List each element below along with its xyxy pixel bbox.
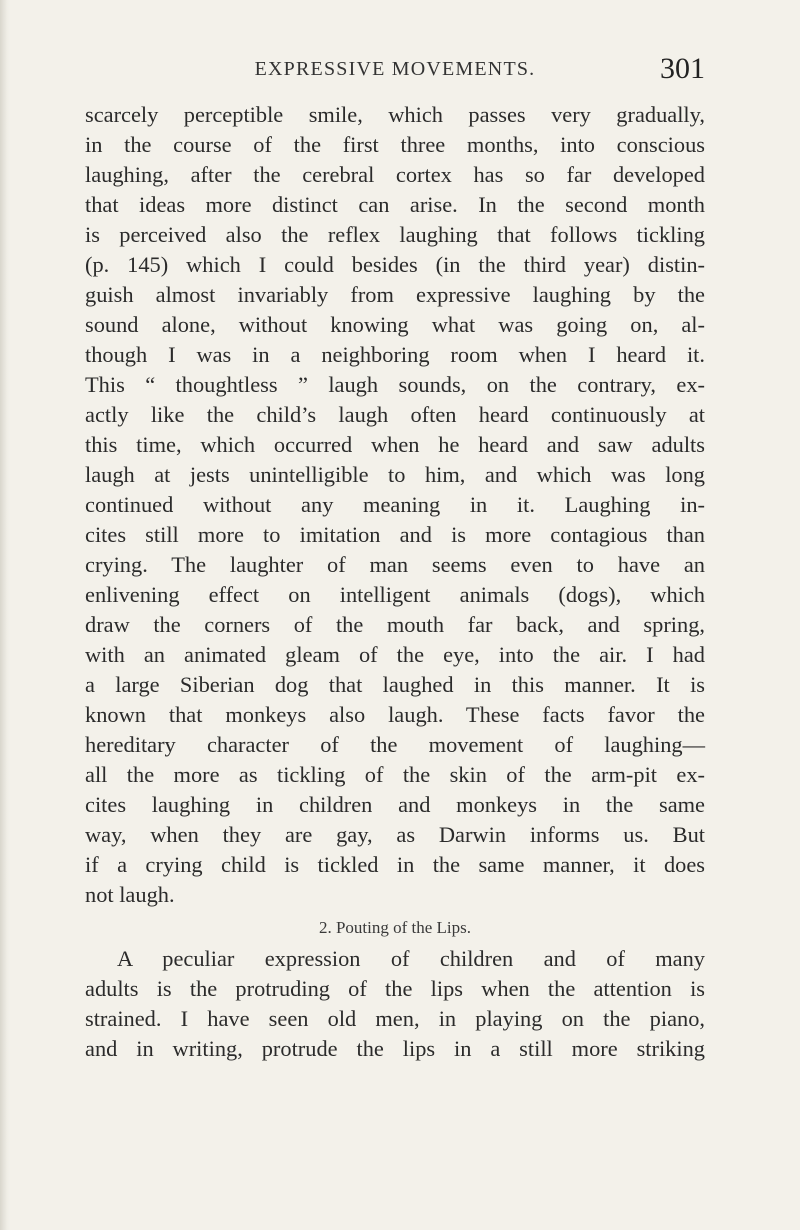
text-line: and in writing, protrude the lips in a still more striking: [85, 1036, 705, 1061]
text-line: with an animated gleam of the eye, into the air. I had: [85, 642, 705, 667]
text-line: that ideas more distinct can arise. In the second month: [85, 192, 705, 217]
text-line: all the more as tickling of the skin of the arm-pit ex-: [85, 762, 705, 787]
text-line: in the course of the first three months, into conscious: [85, 132, 705, 157]
text-line: sound alone, without knowing what was going on, al-: [85, 312, 705, 337]
text-line: if a crying child is tickled in the same manner, it does: [85, 852, 705, 877]
text-line: scarcely perceptible smile, which passes very gradually,: [85, 102, 705, 127]
text-line: draw the corners of the mouth far back, and spring,: [85, 612, 705, 637]
text-line: not laugh.: [85, 882, 175, 907]
text-line: way, when they are gay, as Darwin informs us. But: [85, 822, 705, 847]
paragraph-1: [85, 100, 705, 910]
page-number: 301: [660, 52, 705, 85]
text-line: crying. The laughter of man seems even to have an: [85, 552, 705, 577]
running-title: EXPRESSIVE MOVEMENTS.: [254, 58, 536, 80]
section-heading: 2. Pouting of the Lips.: [318, 918, 472, 937]
paragraph-2: [85, 944, 705, 1064]
text-line: actly like the child’s laugh often heard continuously at: [85, 402, 705, 427]
text-line: hereditary character of the movement of laughing—: [85, 732, 705, 757]
text-line: strained. I have seen old men, in playing on the piano,: [85, 1006, 705, 1031]
text-line: enlivening effect on intelligent animals (dogs), which: [85, 582, 705, 607]
text-line: adults is the protruding of the lips when the attention is: [85, 976, 705, 1001]
text-line: A peculiar expression of children and of many: [117, 946, 705, 971]
text-line: a large Siberian dog that laughed in this manner. It is: [85, 672, 705, 697]
text-line: is perceived also the reflex laughing that follows tickling: [85, 222, 705, 247]
text-line: cites laughing in children and monkeys in the same: [85, 792, 705, 817]
text-line: laughing, after the cerebral cortex has so far developed: [85, 162, 705, 187]
body-text: [85, 100, 705, 1064]
text-line: though I was in a neighboring room when I heard it.: [85, 342, 705, 367]
text-line: this time, which occurred when he heard and saw adults: [85, 432, 705, 457]
text-line: continued without any meaning in it. Laughing in-: [85, 492, 705, 517]
text-line: laugh at jests unintelligible to him, and which was long: [85, 462, 705, 487]
running-head: [85, 52, 705, 92]
text-line: known that monkeys also laugh. These facts favor the: [85, 702, 705, 727]
text-line: guish almost invariably from expressive laughing by the: [85, 282, 705, 307]
text-line: (p. 145) which I could besides (in the third year) distin-: [85, 252, 705, 277]
text-line: cites still more to imitation and is more contagious than: [85, 522, 705, 547]
text-line: This “ thoughtless ” laugh sounds, on the contrary, ex-: [85, 372, 705, 397]
